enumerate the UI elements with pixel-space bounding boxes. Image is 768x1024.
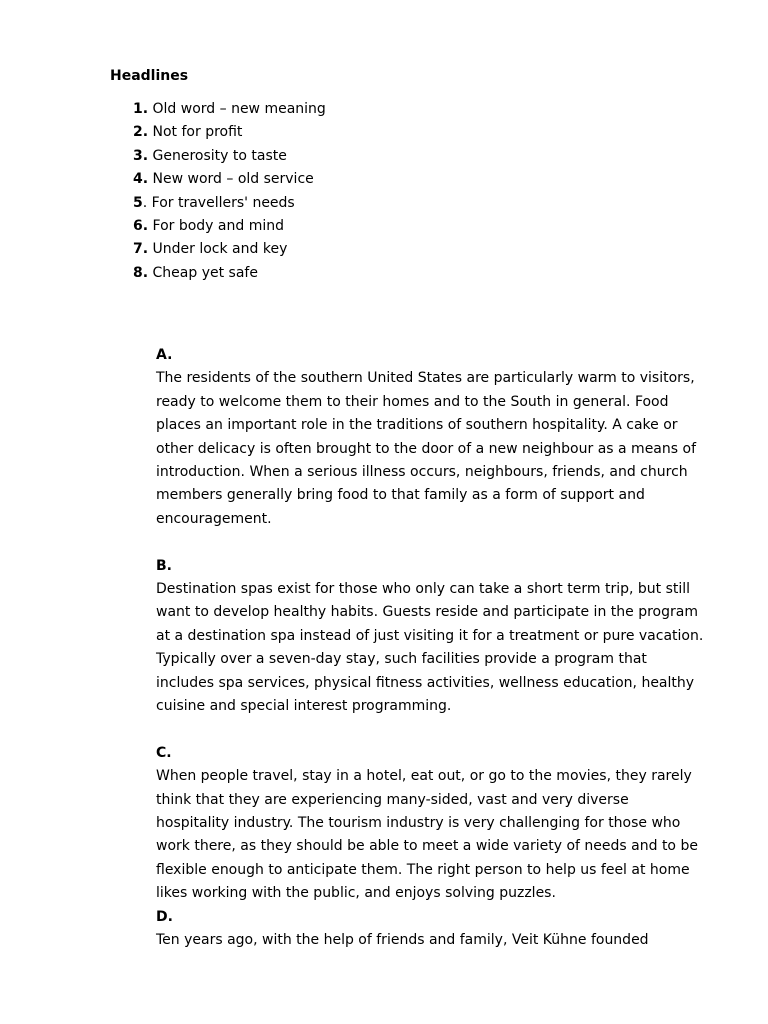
section-d bbox=[156, 906, 726, 953]
headline-item bbox=[133, 147, 326, 170]
headline-number: 7. bbox=[133, 241, 149, 258]
section-b bbox=[156, 555, 726, 719]
headline-text: . For travellers' needs bbox=[142, 194, 295, 211]
headline-number: 2. bbox=[133, 124, 149, 141]
headline-item bbox=[133, 194, 326, 217]
section-label: C. bbox=[156, 744, 172, 761]
section-body: Destination spas exist for those who only can take a short term trip, but still want to develop healthy habits. Guests reside and participate in the program at a destination spa instead of just visiting it for a treatment or pure vacation. Typically over a seven-day stay, such facilities provide a program that includes spa services, physical fitness activities, wellness education, healthy cuisine and special interest programming. bbox=[156, 581, 704, 715]
headline-number: 4. bbox=[133, 171, 149, 188]
headline-text: Not for profit bbox=[152, 124, 243, 141]
headline-text: Cheap yet safe bbox=[152, 264, 258, 281]
section-body: The residents of the southern United States are particularly warm to visitors, ready to welcome them to their homes and to the South in general. Food places an important role in the traditions of southern hospitality. A cake or other delicacy is often brought to the door of a new neighbour as a means of introduction. When a serious illness occurs, neighbours, friends, and church members generally bring food to that family as a form of support and encouragement. bbox=[156, 370, 696, 527]
section-label: D. bbox=[156, 908, 173, 925]
headline-number: 8. bbox=[133, 264, 149, 281]
headline-item bbox=[133, 170, 326, 193]
headline-text: Old word – new meaning bbox=[152, 101, 326, 117]
section-spacer bbox=[156, 718, 726, 741]
headline-item bbox=[133, 123, 326, 146]
headline-text: For body and mind bbox=[152, 217, 284, 234]
section-body: When people travel, stay in a hotel, eat out, or go to the movies, they rarely think that they are experiencing many-sided, vast and very diverse hospitality industry. The tourism industry is very challenging for those who work there, as they should be able to meet a wide variety of needs and to be flexible enough to anticipate them. The right person to help us feel at home likes working with the public, and enjoys solving puzzles. bbox=[156, 768, 698, 902]
headline-number: 6. bbox=[133, 217, 149, 234]
headline-number: 5 bbox=[133, 194, 143, 211]
headline-item bbox=[133, 264, 326, 287]
headline-number: 1. bbox=[133, 101, 149, 117]
headlines-heading: Headlines bbox=[110, 68, 189, 84]
headline-number: 3. bbox=[133, 147, 149, 164]
headline-item bbox=[133, 217, 326, 240]
section-a bbox=[156, 344, 726, 531]
text-sections bbox=[156, 344, 726, 952]
headline-text: Under lock and key bbox=[152, 241, 288, 258]
section-label: B. bbox=[156, 557, 172, 574]
headline-item bbox=[133, 100, 326, 123]
section-label: A. bbox=[156, 347, 173, 363]
section-c bbox=[156, 742, 726, 906]
headlines-list bbox=[133, 100, 326, 287]
headline-text: Generosity to taste bbox=[152, 147, 287, 164]
section-spacer bbox=[156, 531, 726, 554]
section-body: Ten years ago, with the help of friends and family, Veit Kühne founded bbox=[156, 932, 649, 949]
headline-text: New word – old service bbox=[152, 171, 314, 188]
headline-item bbox=[133, 240, 326, 263]
